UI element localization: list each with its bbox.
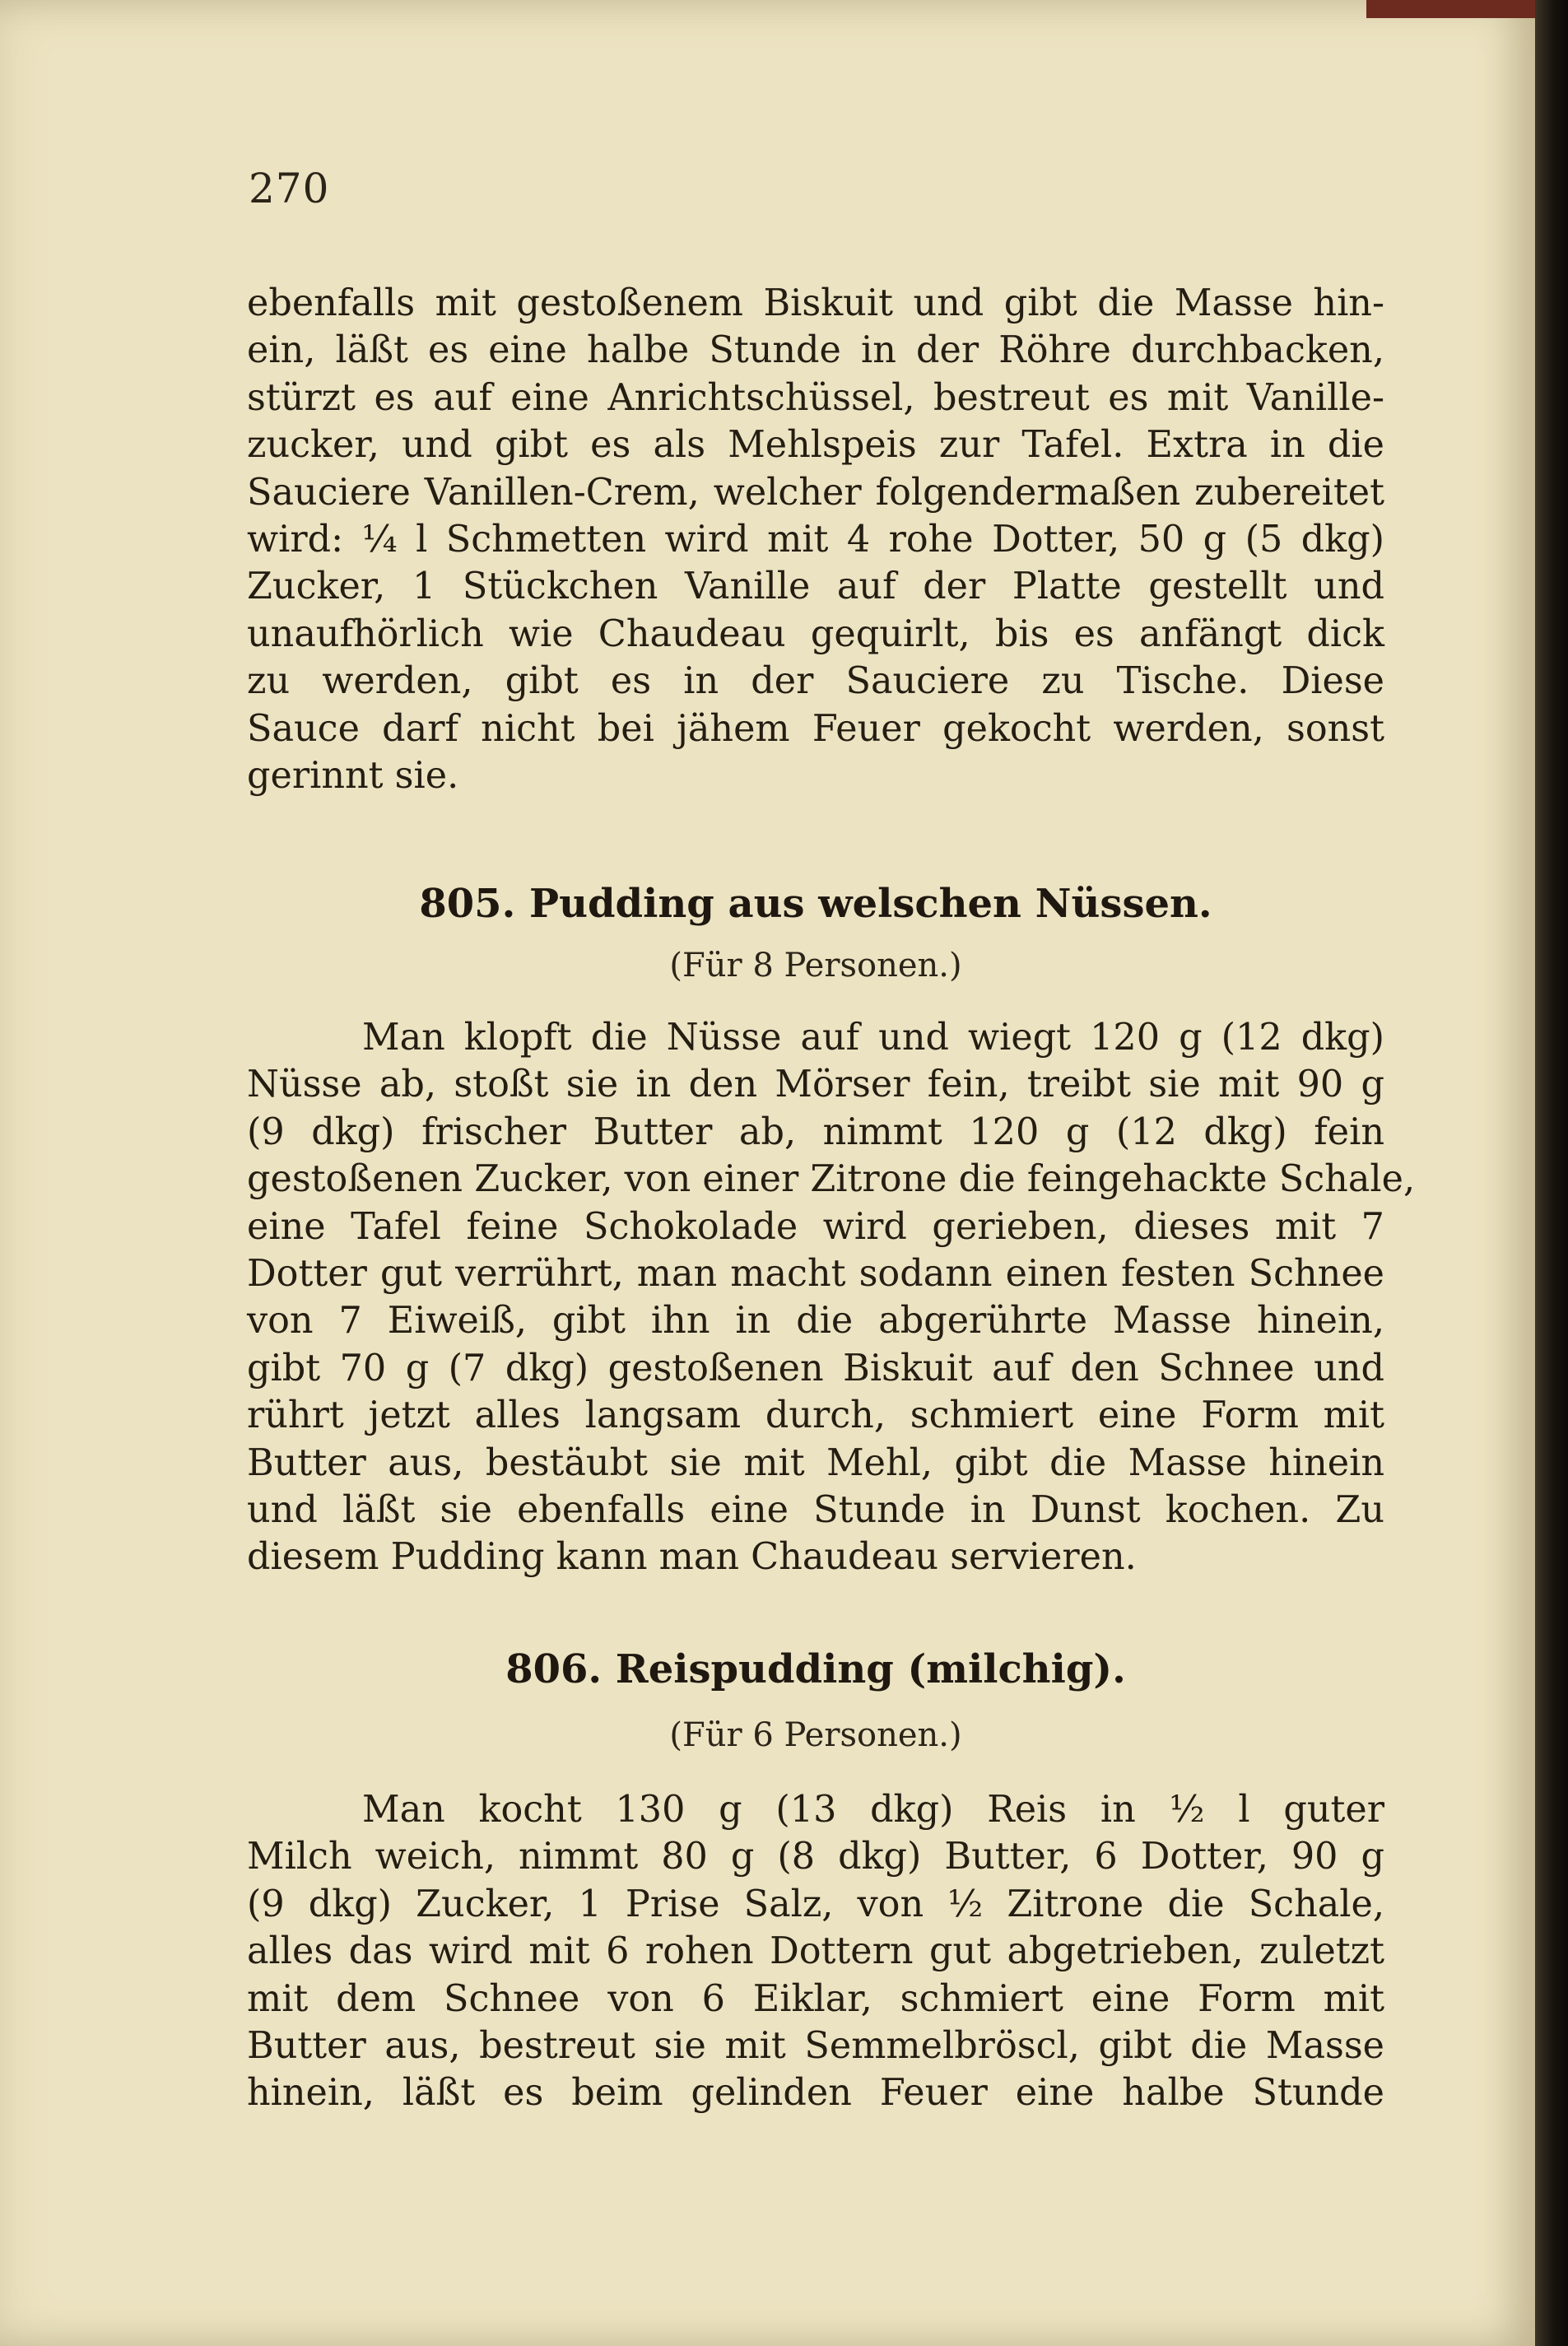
- text-line: Man kocht 130 g (13 dkg) Reis in ½ l guter: [362, 1789, 1384, 1831]
- text-line: ebenfalls mit gestoßenem Biskuit und gibt die Masse hin-: [247, 282, 1384, 324]
- book-spine-edge: [1535, 0, 1568, 2346]
- page-number: 270: [249, 165, 330, 212]
- text-line: von 7 Eiweiß, gibt ihn in die abgerührte Masse hinein,: [247, 1300, 1384, 1343]
- text-line: (9 dkg) Zucker, 1 Prise Salz, von ½ Zitrone die Schale,: [247, 1883, 1384, 1925]
- text-line: eine Tafel feine Schokolade wird gerieben, dieses mit 7: [247, 1205, 1384, 1248]
- text-line: mit dem Schnee von 6 Eiklar, schmiert eine Form mit: [247, 1977, 1384, 2020]
- recipe-805-servings: (Für 8 Personen.): [669, 947, 962, 984]
- recipe-806-title: 806. Reispudding (milchig).: [505, 1646, 1126, 1692]
- recipe-806-servings: (Für 6 Personen.): [669, 1716, 962, 1754]
- recipe-805-body: [247, 1014, 1416, 1581]
- text-line: zu werden, gibt es in der Sauciere zu Tische. Diese: [247, 660, 1384, 703]
- text-line: diesem Pudding kann man Chaudeau servieren.: [247, 1536, 1137, 1579]
- continuation-paragraph: [247, 280, 1384, 799]
- text-line: Zucker, 1 Stückchen Vanille auf der Platte gestellt und: [247, 566, 1384, 608]
- text-line: gerinnt sie.: [247, 754, 459, 797]
- text-line: gibt 70 g (7 dkg) gestoßenen Biskuit auf den Schnee und: [247, 1347, 1384, 1389]
- text-line: Nüsse ab, stoßt sie in den Mörser fein, treibt sie mit 90 g: [247, 1064, 1384, 1106]
- text-line: zucker, und gibt es als Mehlspeis zur Tafel. Extra in die: [247, 424, 1384, 467]
- text-line: Milch weich, nimmt 80 g (8 dkg) Butter, 6 Dotter, 90 g: [247, 1836, 1384, 1878]
- text-line: gestoßenen Zucker, von einer Zitrone die feingehackte Schale,: [247, 1158, 1416, 1201]
- recipe-806-body: [247, 1786, 1384, 2117]
- text-line: (9 dkg) frischer Butter ab, nimmt 120 g (12 dkg) fein: [247, 1110, 1384, 1153]
- text-line: Butter aus, bestäubt sie mit Mehl, gibt die Masse hinein: [247, 1441, 1384, 1484]
- text-line: ein, läßt es eine halbe Stunde in der Röhre durchbacken,: [247, 329, 1384, 372]
- text-line: stürzt es auf eine Anrichtschüssel, bestreut es mit Vanille-: [247, 376, 1384, 419]
- recipe-805-title: 805. Pudding aus welschen Nüssen.: [419, 881, 1212, 927]
- page-edge-strip: [1366, 0, 1535, 18]
- text-line: wird: ¼ l Schmetten wird mit 4 rohe Dotter, 50 g (5 dkg): [247, 518, 1384, 561]
- text-line: Sauciere Vanillen-Crem, welcher folgendermaßen zubereitet: [247, 471, 1384, 514]
- text-line: hinein, läßt es beim gelinden Feuer eine halbe Stunde: [247, 2072, 1384, 2115]
- text-line: rührt jetzt alles langsam durch, schmiert eine Form mit: [247, 1394, 1384, 1437]
- text-line: unaufhörlich wie Chaudeau gequirlt, bis es anfängt dick: [247, 612, 1384, 655]
- text-line: alles das wird mit 6 rohen Dottern gut abgetrieben, zuletzt: [247, 1930, 1384, 1973]
- text-line: und läßt sie ebenfalls eine Stunde in Dunst kochen. Zu: [247, 1488, 1384, 1531]
- text-line: Sauce darf nicht bei jähem Feuer gekocht werden, sonst: [247, 707, 1384, 750]
- text-line: Butter aus, bestreut sie mit Semmelbröscl, gibt die Masse: [247, 2024, 1384, 2067]
- text-line: Dotter gut verrührt, man macht sodann einen festen Schnee: [247, 1252, 1384, 1295]
- text-line: Man klopft die Nüsse auf und wiegt 120 g (12 dkg): [362, 1017, 1384, 1059]
